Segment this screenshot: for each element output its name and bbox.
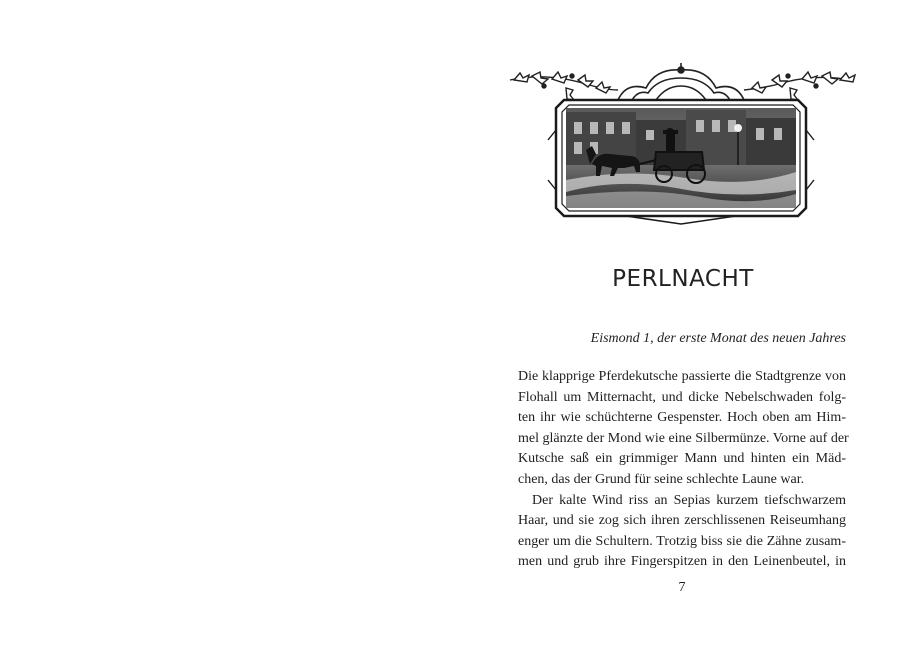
text-line: chen, das der Grund für seine schlechte Laune war. <box>518 471 805 487</box>
text-line: enger um die Schultern. Trotzig biss sie die Zähne zusam- <box>518 533 846 549</box>
text-line: ten ihr wie schüchterne Gespenster. Hoch oben am Him- <box>518 410 846 426</box>
arch-ornament-icon <box>618 63 744 100</box>
chapter-body-text <box>518 367 849 573</box>
left-page-blank <box>0 0 458 648</box>
chapter-illustration <box>506 60 856 225</box>
text-line: mel glänzte der Mond wie eine Silbermünze. Vorne auf der <box>518 430 849 446</box>
night-street-scene <box>566 108 796 208</box>
text-line: Flohall um Mitternacht, und dicke Nebelschwaden folg- <box>518 389 846 405</box>
holly-vine-right-icon <box>744 72 855 100</box>
text-line: Der kalte Wind riss an Sepias kurzem tiefschwarzem <box>532 492 846 508</box>
text-line: Haar, und sie zog sich ihren zerschlissenen Reiseumhang <box>518 513 846 529</box>
text-line: Kutsche saß ein grimmiger Mann und hinten ein Mäd- <box>518 451 846 467</box>
holly-vine-left-icon <box>510 72 618 100</box>
page-number: 7 <box>678 580 686 595</box>
right-page <box>458 0 917 648</box>
chapter-title: PERLNACHT <box>612 266 754 292</box>
chapter-date-epigraph: Eismond 1, der erste Monat des neuen Jahres <box>590 331 846 346</box>
text-line: Die klapprige Pferdekutsche passierte die Stadtgrenze von <box>518 369 846 384</box>
text-line: men und grub ihre Fingerspitzen in den Leinenbeutel, in <box>518 554 846 570</box>
